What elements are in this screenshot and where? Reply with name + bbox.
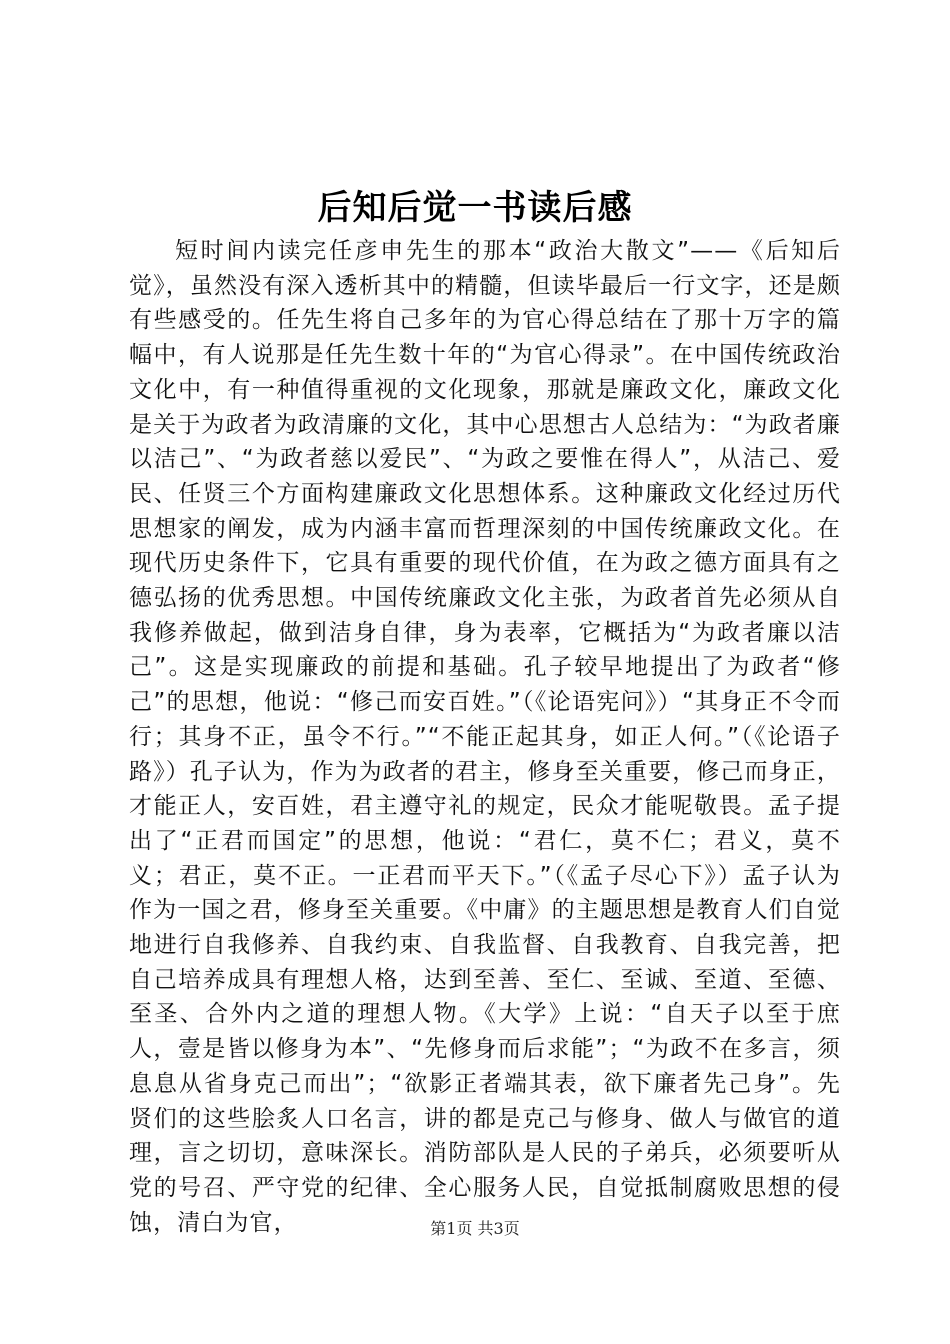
document-title: 后知后觉一书读后感 (317, 188, 633, 228)
page-number-footer: 第1页 共3页 (430, 1219, 520, 1238)
document-body-paragraph: 短时间内读完任彦申先生的那本“政治大散文”——《后知后觉》，虽然没有深入透析其中的精髓，但读毕最后一行文字，还是颇有些感受的。任先生将自己多年的为官心得总结在了那十万字的篇幅中，有人说那是任先生数十年的“为官心得录”。在中国传统政治文化中，有一种值得重视的文化现象，那就是廉政文化，廉政文化是关于为政者为政清廉的文化，其中心思想古人总结为：“为政者廉以洁己”、“为政者慈以爱民”、“为政之要惟在得人”，从洁己、爱民、任贤三个方面构建廉政文化思想体系。这种廉政文化经过历代思想家的阐发，成为内涵丰富而哲理深刻的中国传统廉政文化。在现代历史条件下，它具有重要的现代价值，在为政之德方面具有之德弘扬的优秀思想。中国传统廉政文化主张，为政者首先必须从自我修养做起，做到洁身自律，身为表率，它概括为“为政者廉以洁己”。这是实现廉政的前提和基础。孔子较早地提出了为政者“修己”的思想，他说：“修己而安百姓。”（《论语宪问》）“其身正不令而行；其身不正，虽令不行。”“不能正起其身，如正人何。”（《论语子路》）孔子认为，作为为政者的君主，修身至关重要，修己而身正，才能正人，安百姓，君主遵守礼的规定，民众才能呢敬畏。孟子提出了“正君而国定”的思想，他说：“君仁，莫不仁；君义，莫不义；君正，莫不正。一正君而平天下。”（《孟子尽心下》）孟子认为作为一国之君，修身至关重要。《中庸》的主题思想是教育人们自觉地进行自我修养、自我约束、自我监督、自我教育、自我完善，把自己培养成具有理想人格，达到至善、至仁、至诚、至道、至德、至圣、合外内之道的理想人物。《大学》上说：“自天子以至于庶人，壹是皆以修身为本”、“先修身而后求能”；“为政不在多言，须息息从省身克己而出”；“欲影正者端其表，欲下廉者先己身”。先贤们的这些脍炙人口名言，讲的都是克己与修身、做人与做官的道理，言之切切，意味深长。消防部队是人民的子弟兵，必须要听从党的号召、严守党的纪律、全心服务人民，自觉抵制腐败思想的侵蚀，清白为官， (129, 238, 841, 1236)
